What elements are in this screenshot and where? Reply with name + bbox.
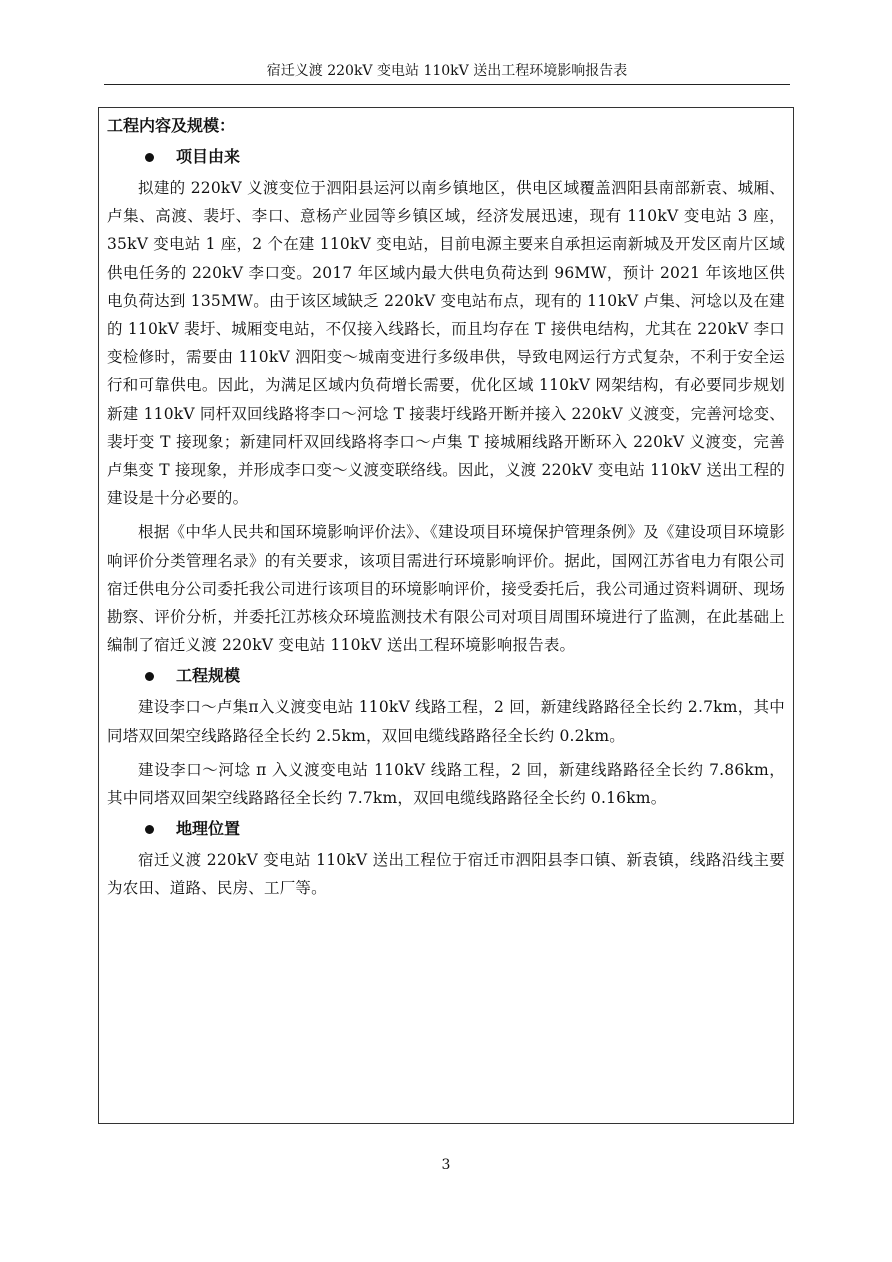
subheading-label: 项目由来 bbox=[176, 147, 241, 166]
bullet-icon bbox=[145, 153, 154, 162]
bullet-icon bbox=[145, 825, 154, 834]
subheading-label: 工程规模 bbox=[176, 666, 241, 686]
content-box bbox=[98, 107, 794, 1124]
paragraph: 拟建的 220kV 义渡变位于泗阳县运河以南乡镇地区，供电区域覆盖泗阳县南部新袁、城厢、卢集、高渡、裴圩、李口、意杨产业园等乡镇区域，经济发展迅速，现有 110kV 变电站 3 座，35kV 变电站 1 座，2 个在建 110kV 变电站，目前电源主要来自承担运南新城及开发区南片区域供电任务的 220kV 李口变。2017 年区域内最大供电负荷达到 96MW，预计 2021 年该地区供电负荷达到 135MW。由于该区域缺乏 220kV 变电站布点，现有的 110kV 卢集、河埝以及在建的 110kV 裴圩、城厢变电站，不仅接入线路长，而且均存在 T 接供电结构，尤其在 220kV 李口变检修时，需要由 110kV 泗阳变～城南变进行多级串供，导致电网运行方式复杂，不利于安全运行和可靠供电。因此，为满足区域内负荷增长需要，优化区域 110kV 网架结构，有必要同步规划新建 110kV 同杆双回线路将李口～河埝 T 接裴圩线路开断并接入 220kV 义渡变，完善河埝变、裴圩变 T 接现象；新建同杆双回线路将李口～卢集 T 接城厢线路开断环入 220kV 义渡变，完善卢集变 T 接现象，并形成李口变～义渡变联络线。因此，义渡 220kV 变电站 110kV 送出工程的建设是十分必要的。 bbox=[107, 179, 785, 508]
section-title: 工程内容及规模： bbox=[107, 116, 236, 135]
paragraph: 建设李口～卢集π入义渡变电站 110kV 线路工程，2 回，新建线路路径全长约 2.7km，其中同塔双回架空线路路径全长约 2.5km，双回电缆线路路径全长约 0.2km。 bbox=[107, 698, 785, 745]
bullet-icon bbox=[145, 672, 154, 681]
subheading-project-origin bbox=[107, 140, 785, 174]
subheading-label: 地理位置 bbox=[176, 819, 241, 839]
subheading-location bbox=[107, 812, 785, 846]
page-number: 3 bbox=[441, 1157, 451, 1173]
paragraph: 宿迁义渡 220kV 变电站 110kV 送出工程位于宿迁市泗阳县李口镇、新袁镇，线路沿线主要为农田、道路、民房、工厂等。 bbox=[107, 851, 785, 898]
paragraph: 根据《中华人民共和国环境影响评价法》、《建设项目环境保护管理条例》及《建设项目环境影响评价分类管理名录》的有关要求，该项目需进行环境影响评价。据此，国网江苏省电力有限公司宿迁供电分公司委托我公司进行该项目的环境影响评价，接受委托后，我公司通过资料调研、现场勘察、评价分析，并委托江苏核众环境监测技术有限公司对项目周围环境进行了监测，在此基础上编制了宿迁义渡 220kV 变电站 110kV 送出工程环境影响报告表。 bbox=[107, 523, 785, 655]
running-header: 宿迁义渡 220kV 变电站 110kV 送出工程环境影响报告表 bbox=[266, 63, 628, 79]
paragraph: 建设李口～河埝 π 入义渡变电站 110kV 线路工程，2 回，新建线路路径全长约 7.86km，其中同塔双回架空线路路径全长约 7.7km，双回电缆线路路径全长约 0.16km。 bbox=[107, 760, 785, 808]
subheading-project-scale bbox=[107, 659, 785, 693]
header-rule bbox=[104, 84, 790, 85]
